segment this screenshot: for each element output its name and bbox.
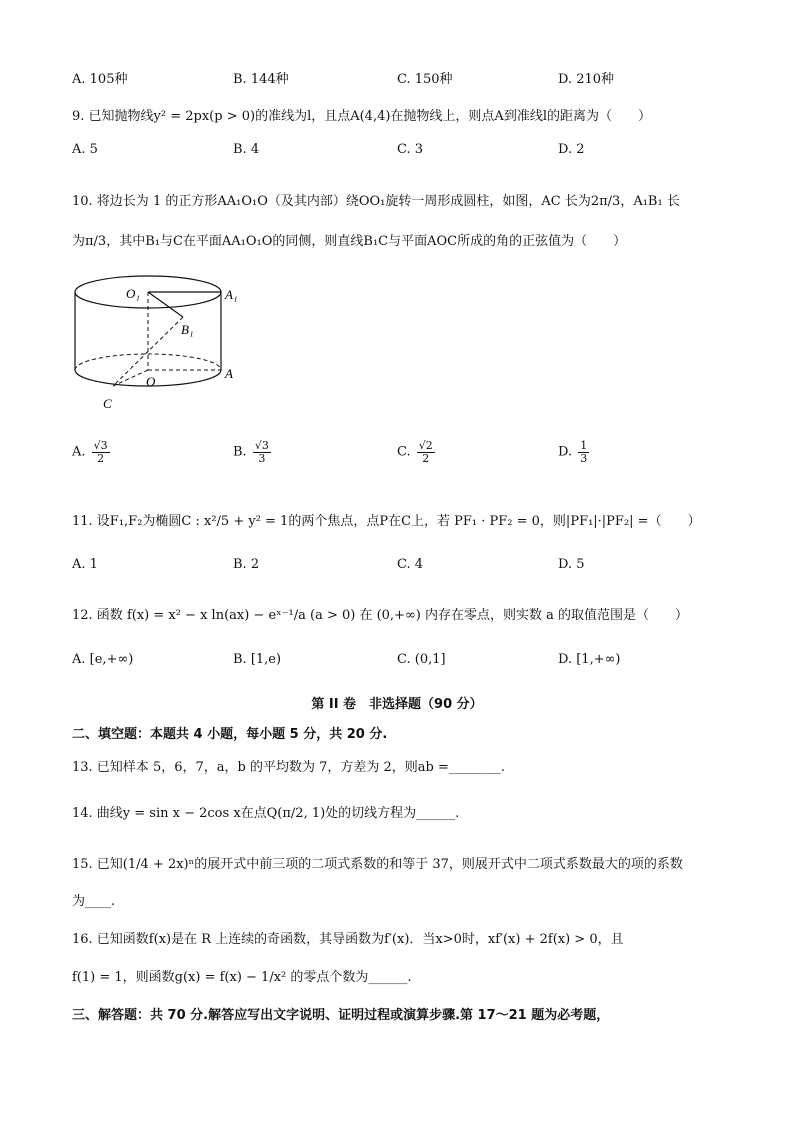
label-o1: O₁: [126, 286, 140, 301]
cylinder-figure: [68, 272, 248, 412]
q15-stem-line1: 15. 已知(1/4 + 2x)ⁿ的展开式中前三项的二项式系数的和等于 37，则展开式中二项式系数最大的项的系数: [72, 857, 683, 872]
label-o: O: [146, 374, 156, 389]
numerator: 1: [580, 439, 588, 452]
q11-option-d: D. 5: [558, 557, 585, 572]
q12-option-c: C. (0,1]: [397, 652, 446, 667]
q10-option-d: [558, 440, 591, 464]
option-letter: B.: [233, 444, 247, 460]
denominator: 3: [580, 451, 588, 465]
part2-title: 第 II 卷 非选择题（90 分）: [311, 697, 483, 712]
q12-option-b: B. [1,e): [233, 652, 282, 667]
denominator: 2: [422, 451, 430, 465]
numerator: √3: [93, 439, 108, 452]
q14-stem: 14. 曲线y = sin x − 2cos x在点Q(π/2, 1)处的切线方程为______.: [72, 806, 460, 821]
option-letter: C.: [397, 444, 411, 460]
denominator: 2: [97, 451, 105, 465]
q11-option-c: C. 4: [397, 557, 424, 572]
q16-stem-line1: 16. 已知函数f(x)是在 R 上连续的奇函数，其导函数为f′(x)．当x>0时，xf′(x) + 2f(x) > 0，且: [72, 932, 624, 947]
q16-stem-line2: f(1) = 1，则函数g(x) = f(x) − 1/x² 的零点个数为______.: [72, 970, 412, 985]
q10-option-c: [397, 440, 437, 464]
q8-option-a: A. 105种: [72, 72, 128, 87]
fraction: [92, 440, 110, 464]
q10-option-a: [72, 440, 112, 464]
q8-option-d: D. 210种: [558, 72, 615, 87]
q11-option-b: B. 2: [233, 557, 260, 572]
q10-stem-line1: 10. 将边长为 1 的正方形AA₁O₁O（及其内部）绕OO₁旋转一周形成圆柱，如图，AC 长为2π/3，A₁B₁ 长: [72, 194, 680, 209]
label-c: C: [103, 396, 112, 411]
denominator: 3: [258, 451, 266, 465]
fraction: [578, 440, 589, 464]
label-a1: A₁: [225, 287, 238, 302]
label-b1: B₁: [181, 322, 194, 337]
fraction: [253, 440, 271, 464]
q9-option-c: C. 3: [397, 142, 424, 157]
q15-stem-line2: 为____.: [72, 894, 116, 909]
numerator: √3: [254, 439, 269, 452]
q11-option-a: A. 1: [72, 557, 98, 572]
q12-option-d: D. [1,+∞): [558, 652, 621, 667]
section3-title: 三、解答题：共 70 分.解答应写出文字说明、证明过程或演算步骤.第 17～21 题为必考题，: [72, 1008, 610, 1023]
section2-title: 二、填空题：本题共 4 小题，每小题 5 分，共 20 分.: [72, 727, 388, 742]
q13-stem: 13. 已知样本 5，6，7，a，b 的平均数为 7，方差为 2，则ab =________.: [72, 760, 505, 775]
numerator: √2: [418, 439, 433, 452]
q9-option-a: A. 5: [72, 142, 98, 157]
q9-stem: 9. 已知抛物线y² = 2px(p > 0)的准线为l，且点A(4,4)在抛物线上，则点A到准线l的距离为（ ）: [72, 109, 651, 124]
q8-option-c: C. 150种: [397, 72, 453, 87]
q11-stem: 11. 设F₁,F₂为椭圆C : x²/5 + y² = 1的两个焦点，点P在C上，若 PF₁ · PF₂ = 0，则|PF₁|·|PF₂| =（ ）: [72, 514, 701, 529]
q10-option-b: [233, 440, 273, 464]
q9-option-d: D. 2: [558, 142, 585, 157]
q10-stem-line2: 为π/3，其中B₁与C在平面AA₁O₁O的同侧，则直线B₁C与平面AOC所成的角的正弦值为（ ）: [72, 234, 627, 249]
option-letter: D.: [558, 444, 573, 460]
q12-stem: 12. 函数 f(x) = x² − x ln(ax) − eˣ⁻¹/a (a > 0) 在 (0,+∞) 内存在零点，则实数 a 的取值范围是（ ）: [72, 608, 689, 623]
q12-option-a: A. [e,+∞): [72, 652, 134, 667]
q9-option-b: B. 4: [233, 142, 260, 157]
fraction: [417, 440, 435, 464]
option-letter: A.: [72, 444, 86, 460]
q8-option-b: B. 144种: [233, 72, 289, 87]
label-a: A: [225, 366, 233, 381]
